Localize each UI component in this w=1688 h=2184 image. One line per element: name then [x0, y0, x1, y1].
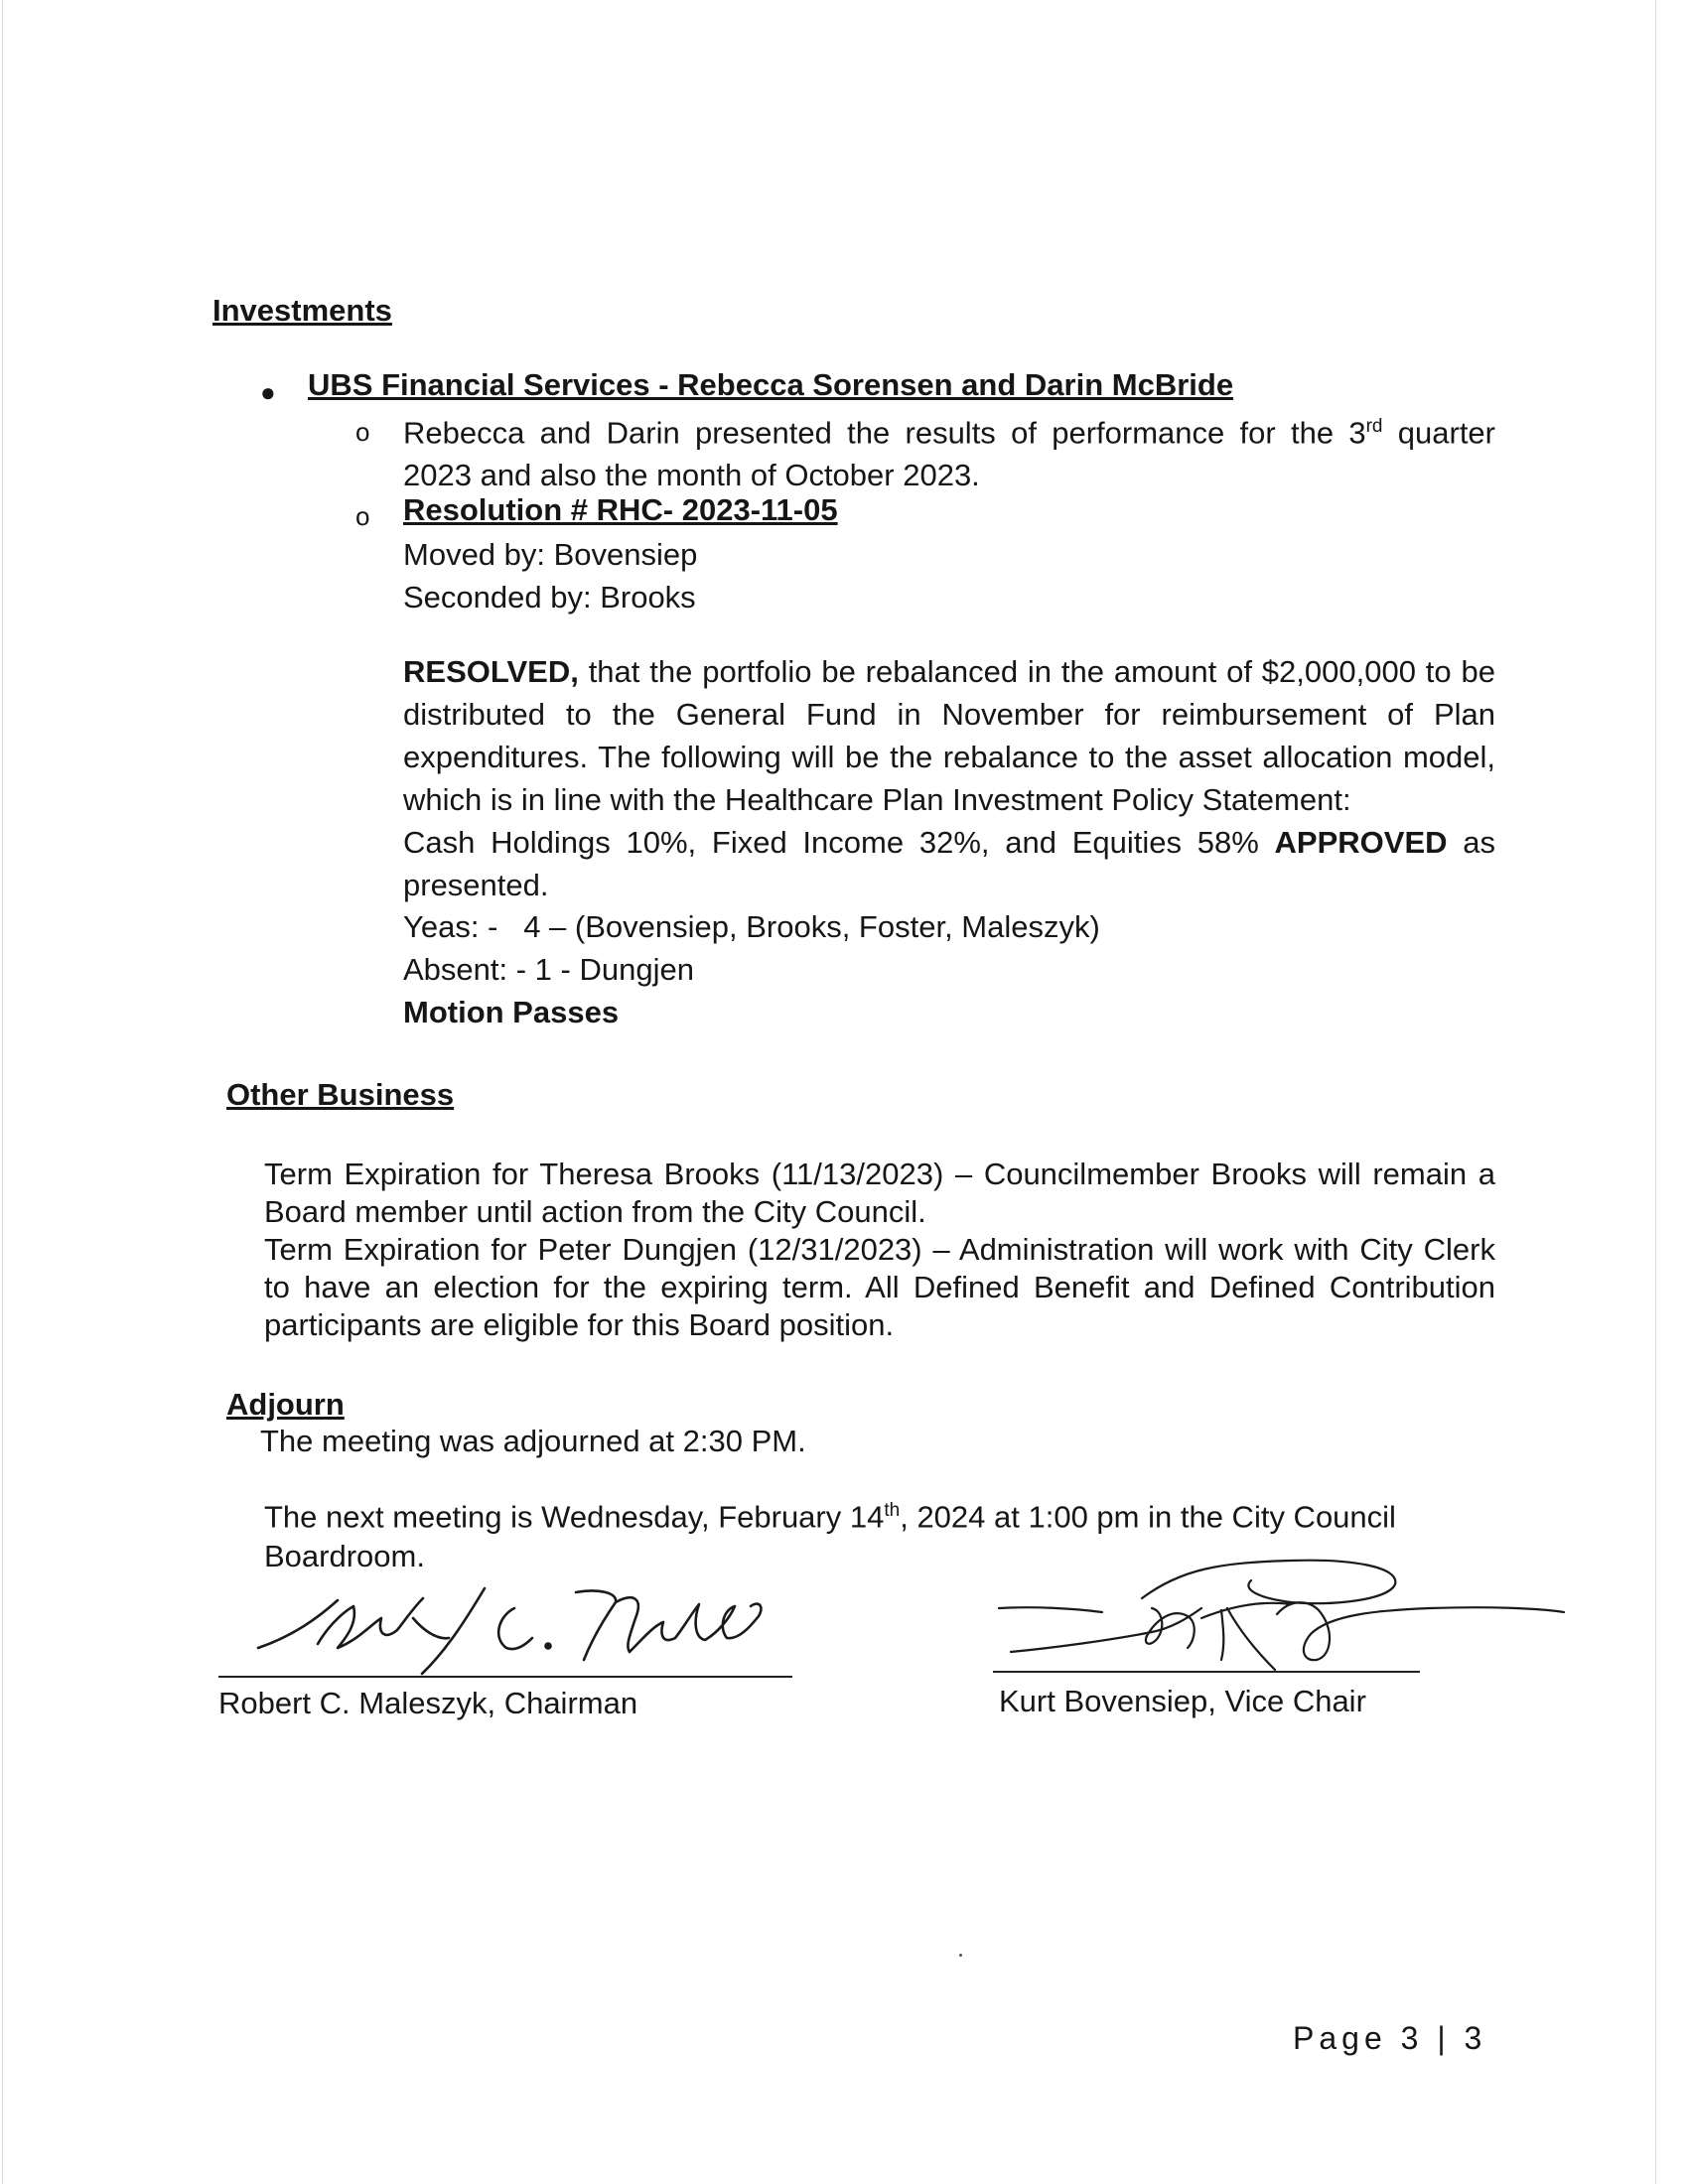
next-meeting-a: The next meeting is Wednesday, February 14	[264, 1499, 885, 1535]
scan-edge-left	[2, 0, 3, 2184]
resolved-label: RESOLVED,	[403, 654, 579, 689]
ubs-bullet-title: UBS Financial Services - Rebecca Sorensen and Darin McBride	[308, 367, 1234, 402]
scan-edge-right	[1655, 0, 1656, 2184]
performance-text-a: Rebecca and Darin presented the results of performance for the 3	[403, 415, 1366, 451]
other-business-paragraph-1: Term Expiration for Theresa Brooks (11/13/2023) – Councilmember Brooks will remain a Board member until action from the City Council.	[264, 1157, 1495, 1229]
performance-text-b: quarter 2023 and also the month of October 2023.	[403, 415, 1495, 493]
chairman-signature-line	[218, 1676, 792, 1678]
resolved-text: that the portfolio be rebalanced in the amount of $2,000,000 to be distributed to the General Fund in November for reimbursement of Plan expenditures. The following will be the rebalance to the asset allocation model, which is in line with the Healthcare Plan Investment Policy Statement:	[403, 654, 1495, 817]
other-business-paragraph-2: Term Expiration for Peter Dungjen (12/31/2023) – Administration will work with City Clerk to have an election for the expiring term. All Defined Benefit and Defined Contribution participants are eligible for this Board position.	[264, 1232, 1495, 1342]
vice-chair-signature-line	[993, 1671, 1420, 1673]
resolution-title: Resolution # RHC- 2023-11-05	[403, 492, 838, 527]
resolved-paragraph	[403, 650, 1495, 906]
other-business-heading: Other Business	[226, 1077, 455, 1112]
next-meeting-b: , 2024 at 1:00 pm in the City Council Boardroom.	[264, 1499, 1396, 1574]
seconded-by: Seconded by: Brooks	[403, 580, 696, 614]
chairman-signature	[218, 1578, 774, 1688]
scan-speck	[959, 1954, 962, 1957]
page-number: Page 3 | 3	[1293, 2020, 1487, 2056]
motion-passes: Motion Passes	[403, 995, 620, 1029]
yeas-line: Yeas: - 4 – (Bovensiep, Brooks, Foster, Maleszyk)	[403, 909, 1100, 944]
adjourn-heading: Adjourn	[226, 1387, 345, 1422]
approved-label: APPROVED	[1274, 825, 1448, 860]
sub-bullet-icon: o	[355, 501, 370, 531]
sub-bullet-icon: o	[355, 417, 370, 447]
absent-line: Absent: - 1 - Dungjen	[403, 952, 694, 987]
next-meeting-sup: th	[884, 1500, 901, 1521]
performance-sup: rd	[1365, 416, 1383, 437]
investments-heading: Investments	[212, 293, 392, 328]
moved-by: Moved by: Bovensiep	[403, 537, 698, 572]
adjourn-line: The meeting was adjourned at 2:30 PM.	[260, 1424, 806, 1458]
allocation-tail: as presented.	[403, 825, 1496, 902]
chairman-name: Robert C. Maleszyk, Chairman	[218, 1686, 638, 1720]
bullet-icon: ●	[260, 377, 276, 407]
allocation-text: Cash Holdings 10%, Fixed Income 32%, and Equities 58%	[403, 825, 1275, 860]
vice-chair-name: Kurt Bovensiep, Vice Chair	[999, 1684, 1366, 1718]
performance-item	[403, 405, 1495, 496]
